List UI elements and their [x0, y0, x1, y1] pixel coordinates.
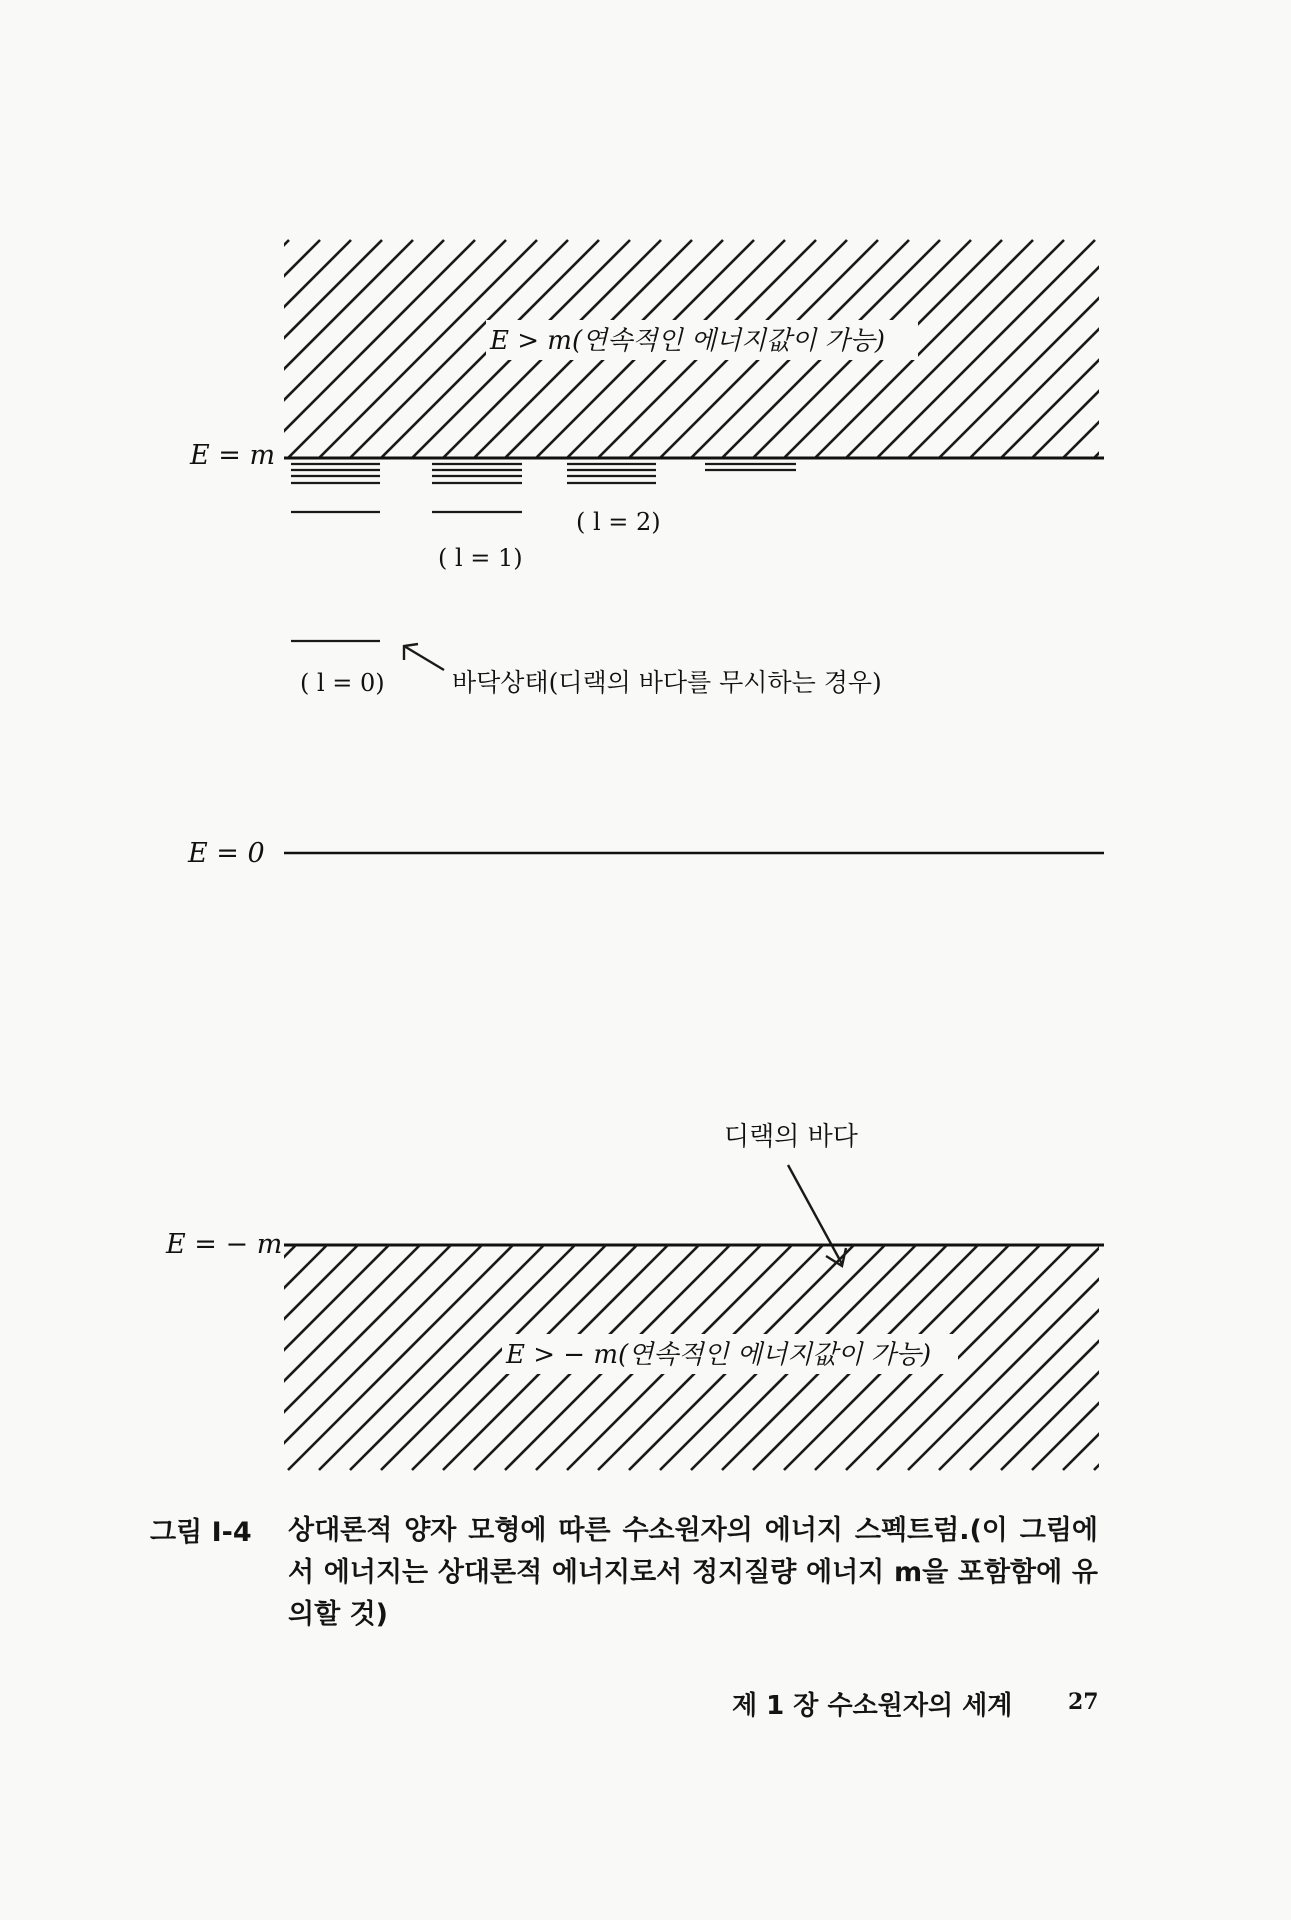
- page-number: 27: [1068, 1689, 1099, 1715]
- hatch-line: [1063, 240, 1281, 458]
- l1-label: ( l = 1): [438, 544, 523, 572]
- hatch-line: [257, 240, 475, 458]
- hatch-line: [908, 240, 1126, 458]
- figure-caption-text: 상대론적 양자 모형에 따른 수소원자의 에너지 스펙트럼.(이 그림에서 에너지는 상대론적 에너지로서 정지질량 에너지 m을 포함함에 유의할 것): [288, 1515, 1098, 1630]
- hatch-line: [257, 1245, 482, 1470]
- lower-continuum-label: E > − m(연속적인 에너지값이 가능): [506, 1340, 932, 1370]
- hatch-line: [970, 240, 1188, 458]
- e-equals-neg-m-label: E = − m: [166, 1229, 283, 1260]
- hatch-line: [164, 240, 382, 458]
- hatch-line: [195, 240, 413, 458]
- hatch-line: [1001, 1245, 1226, 1470]
- hatch-line: [288, 240, 506, 458]
- dirac-sea-label: 디랙의 바다: [724, 1122, 858, 1152]
- hatch-line: [133, 1245, 358, 1470]
- hatch-line: [40, 1245, 265, 1470]
- hatch-line: [40, 240, 258, 458]
- hatch-line: [71, 1245, 296, 1470]
- hatch-line: [102, 1245, 327, 1470]
- energy-levels: [291, 464, 796, 641]
- hatch-line: [288, 1245, 513, 1470]
- running-footer-chapter: 제 1 장 수소원자의 세계: [732, 1691, 1013, 1721]
- hatch-line: [226, 1245, 451, 1470]
- ground-state-arrow: [404, 644, 444, 670]
- hatch-line: [1094, 240, 1291, 458]
- hatch-line: [1063, 1245, 1288, 1470]
- hatch-line: [1094, 1245, 1291, 1470]
- hatch-line: [939, 240, 1157, 458]
- hatch-line: [226, 240, 444, 458]
- hatch-line: [939, 1245, 1164, 1470]
- hatch-line: [970, 1245, 1195, 1470]
- hatch-line: [164, 1245, 389, 1470]
- hatch-line: [195, 1245, 420, 1470]
- e-equals-zero-label: E = 0: [188, 838, 265, 869]
- e-equals-m-label: E = m: [190, 440, 276, 471]
- l0-label: ( l = 0): [300, 669, 385, 697]
- ground-state-label: 바닥상태(디랙의 바다를 무시하는 경우): [452, 668, 882, 697]
- hatch-line: [1001, 240, 1219, 458]
- hatch-line: [1032, 240, 1250, 458]
- l2-label: ( l = 2): [576, 508, 661, 536]
- upper-continuum-label: E > m(연속적인 에너지값이 가능): [490, 326, 886, 356]
- hatch-line: [102, 240, 320, 458]
- hatch-line: [71, 240, 289, 458]
- figure-caption-label: 그림 I-4: [150, 1517, 252, 1548]
- hatch-line: [133, 240, 351, 458]
- hatch-line: [1032, 1245, 1257, 1470]
